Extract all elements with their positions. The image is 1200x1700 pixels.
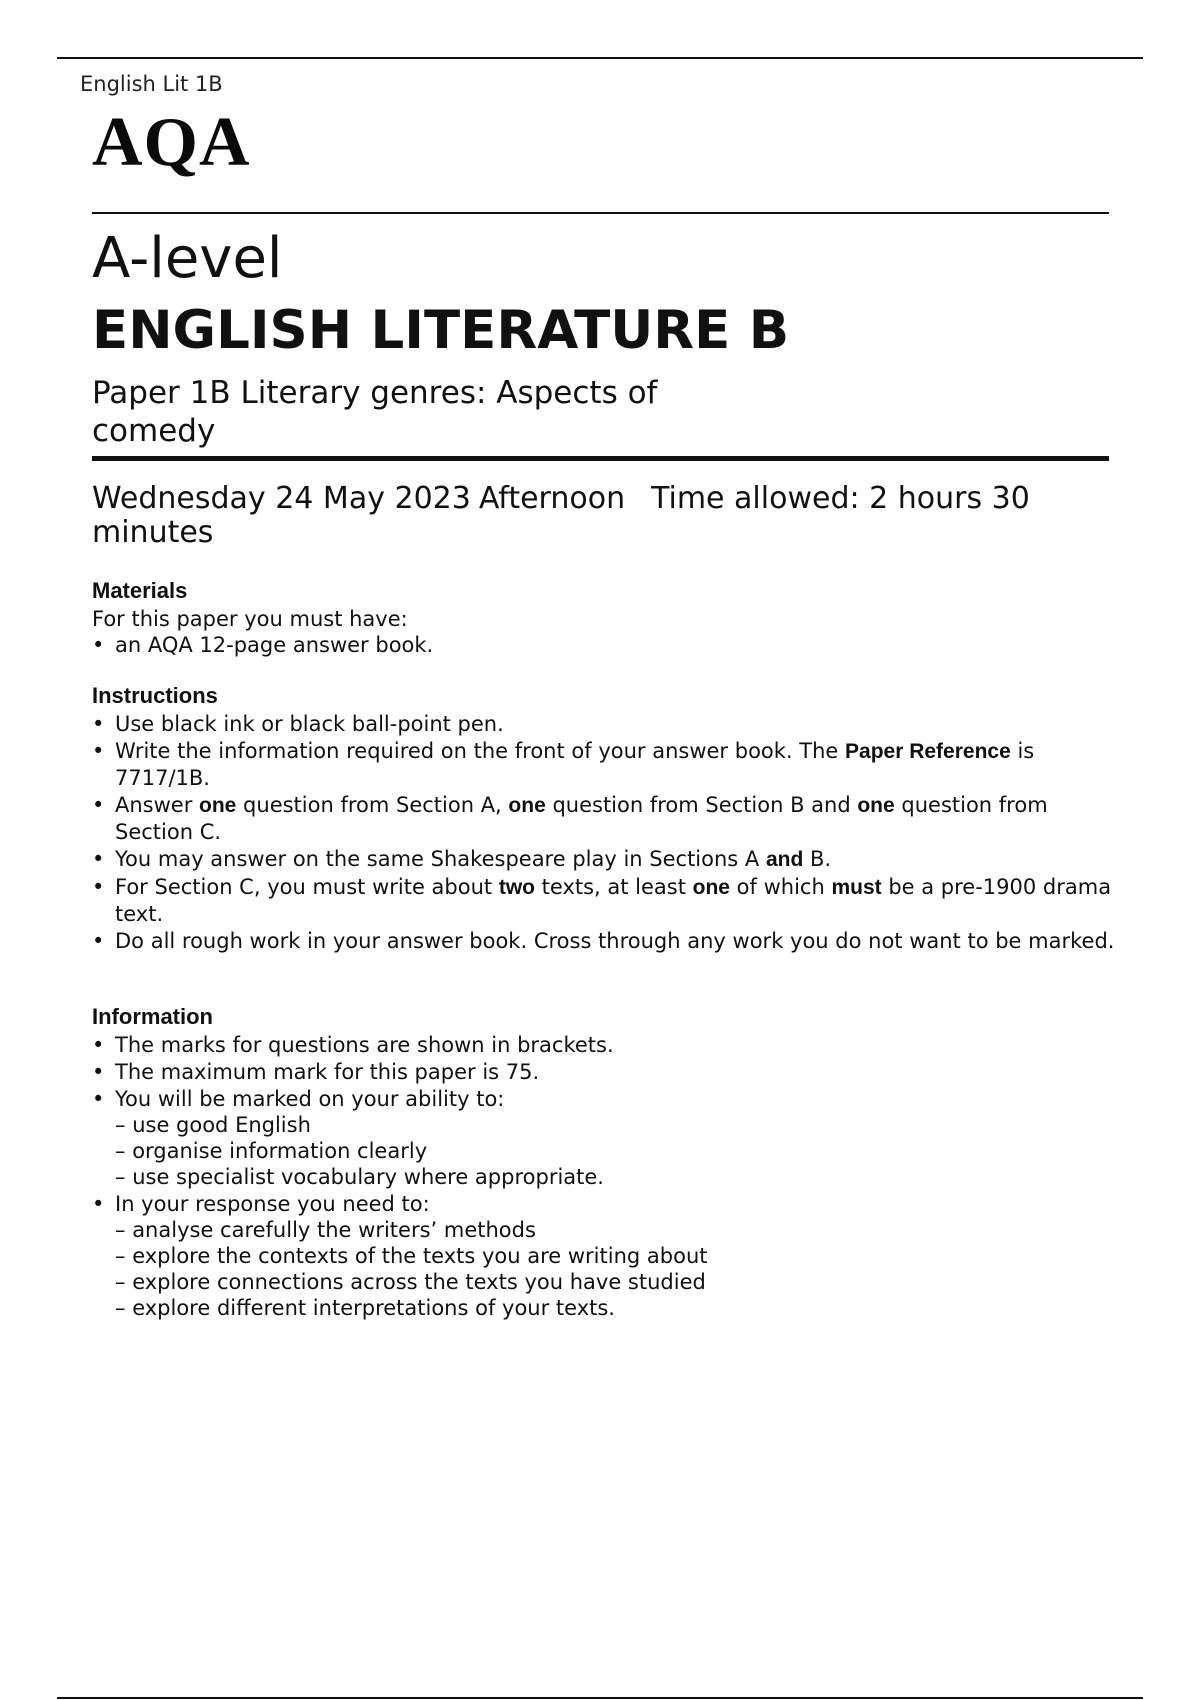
qualification-level: A-level [92,226,283,291]
bullet-icon: • [92,1033,105,1057]
instructions-section [92,683,1122,955]
instructions-heading: Instructions [92,683,218,708]
exam-session [92,482,1092,550]
information-list [92,1032,1122,1321]
list-item: • For Section C, you must write about two texts, at least one of which must be a pre-1900 drama text. [92,875,1112,926]
information-heading: Information [92,1004,213,1029]
bullet-icon: • [92,875,105,899]
paper-title: Paper 1B Literary genres: Aspects of comedy [92,375,658,449]
list-item: • The marks for questions are shown in brackets. [92,1033,614,1057]
title-divider [92,456,1109,461]
bullet-icon: • [92,847,105,871]
information-section [92,1004,1122,1322]
bullet-icon: • [92,929,105,953]
instructions-list [92,711,1122,954]
sub-item: – use good English [115,1113,311,1137]
sub-item: – use specialist vocabulary where appropriate. [115,1165,604,1189]
bullet-icon: • [92,1060,105,1084]
exam-date: Wednesday 24 May 2023 [92,481,471,516]
bottom-rule [57,1697,1143,1699]
exam-time-of-day: Afternoon [478,481,626,516]
list-item: • Answer one question from Section A, one question from Section B and one question from Section C. [92,793,1048,844]
list-item: • The maximum mark for this paper is 75. [92,1060,540,1084]
sub-item: – explore different interpretations of your texts. [115,1296,615,1320]
sub-item: – analyse carefully the writers’ methods [115,1218,536,1242]
list-item: • You will be marked on your ability to: – use good English – organise information clearly – use specialist vocabulary where appropriate. [92,1086,1122,1190]
aqa-logo: AQA [92,104,251,181]
materials-section [92,578,1122,659]
subject-title: ENGLISH LITERATURE B [92,300,790,361]
sub-item: – explore connections across the texts you have studied [115,1270,706,1294]
bullet-icon: • [92,793,105,817]
bullet-icon: • [92,712,105,736]
materials-intro: For this paper you must have: [92,607,408,631]
sub-item: – organise information clearly [115,1139,428,1163]
bullet-icon: • [92,633,105,657]
header-divider [92,212,1109,214]
bullet-icon: • [92,1192,105,1216]
list-item: • In your response you need to: – analyse carefully the writers’ methods – explore the contexts of the texts you are writing about – explore connections across the texts you have studied – explore different interpretations of your texts. [92,1191,1122,1321]
materials-list [92,632,1122,658]
sub-item: – explore the contexts of the texts you are writing about [115,1244,708,1268]
list-item: • Do all rough work in your answer book. Cross through any work you do not want to be marked. [92,929,1115,953]
top-rule [57,57,1143,59]
materials-heading: Materials [92,578,188,603]
time-allowed: Time allowed: 2 hours 30 minutes [92,481,1030,550]
bullet-icon: • [92,739,105,763]
bullet-icon: • [92,1087,105,1111]
list-item: • Write the information required on the front of your answer book. The Paper Reference is 7717/1B. [92,739,1035,790]
list-item: • Use black ink or black ball-point pen. [92,712,504,736]
list-item: • You may answer on the same Shakespeare play in Sections A and B. [92,847,832,871]
document-label: English Lit 1B [80,72,223,96]
list-item: • an AQA 12-page answer book. [92,633,434,657]
